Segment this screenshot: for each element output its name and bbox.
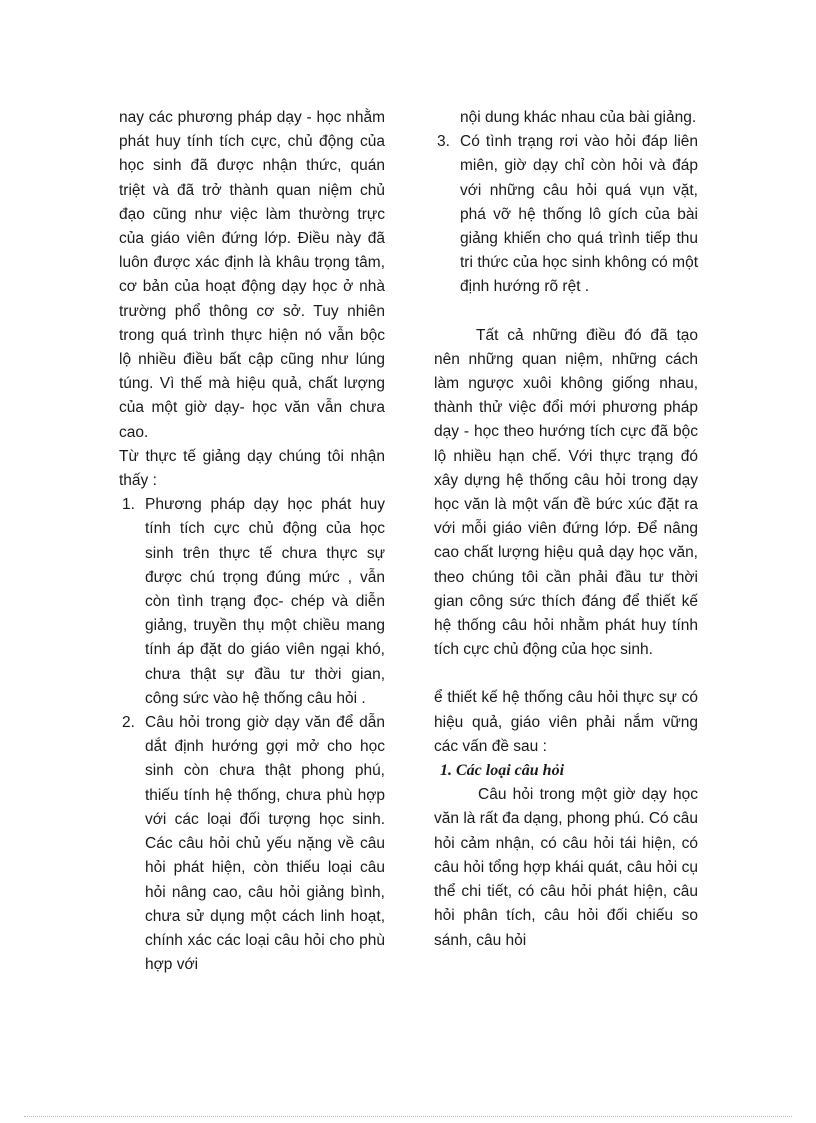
body-paragraph: ể thiết kế hệ thống câu hỏi thực sự có hiệu quả, giáo viên phải nắm vững các vấn đề sau : <box>434 689 698 755</box>
right-column <box>434 106 698 953</box>
continuation-text: nội dung khác nhau của bài giảng. <box>460 109 697 126</box>
section-heading: 1. Các loại câu hỏi <box>440 762 565 780</box>
list-item <box>119 493 385 711</box>
lead-paragraph: Từ thực tế giảng dạy chúng tôi nhận thấy : <box>119 447 385 490</box>
list-item-text: Có tình trạng rơi vào hỏi đáp liên miên, giờ dạy chỉ còn hỏi và đáp với những câu hỏi quá vụn vặt, phá vỡ hệ thống lô gích của bài giảng khiến cho quá trình tiếp thu tri thức của học sinh không có một định hướng rõ rệt . <box>460 133 698 296</box>
list-item-number: 2. <box>122 714 135 732</box>
intro-paragraph: nay các phương pháp dạy - học nhằm phát huy tính tích cực, chủ động của học sinh đã được nhận thức, quán triệt và đã trở thành quan niệm chủ đạo cũng như việc làm thường trực của giáo viên đứng lớp. Điều này đã luôn được xác định là khâu trọng tâm, cơ bản của hoạt động dạy học ở nhà trường phổ thông cơ sở. Tuy nhiên trong quá trình thực hiện nó vẫn bộc lộ nhiều điều bất cập cũng như lúng túng. Vì thế mà hiệu quả, chất lượng của một giờ dạy- học văn vẫn chưa cao. <box>119 109 385 441</box>
paragraph-gap <box>434 300 698 324</box>
body-paragraph: Câu hỏi trong một giờ dạy học văn là rất đa dạng, phong phú. Có câu hỏi cảm nhận, có câu hỏi tái hiện, có câu hỏi tổng hợp khái quát, câu hỏi cụ thể chi tiết, có câu hỏi phát hiện, câu hỏi phân tích, câu hỏi đối chiếu so sánh, câu hỏi <box>434 786 698 949</box>
list-item-text: Câu hỏi trong giờ dạy văn để dẫn dắt định hướng gợi mở cho học sinh còn chưa thật phong phú, thiếu tính hệ thống, chưa phù hợp với các loại đối tượng học sinh. Các câu hỏi chủ yếu nặng về câu hỏi phát hiện, còn thiếu loại câu hỏi nâng cao, câu hỏi giảng bình, chưa sử dụng một cách linh hoạt, chính xác các loại câu hỏi cho phù hợp với <box>145 714 385 974</box>
paragraph-gap <box>434 662 698 686</box>
list-item-text: Phương pháp dạy học phát huy tính tích cực chủ động của học sinh trên thực tế chưa thực sự được chú trọng đúng mức , vẫn còn tình trạng đọc- chép và diễn giảng, truyền thụ một chiều mang tính áp đặt do giáo viên ngại khó, chưa thật sự đầu tư thời gian, công sức vào hệ thống câu hỏi . <box>145 496 385 707</box>
numbered-list <box>119 493 385 977</box>
list-item-number: 3. <box>437 133 450 151</box>
list-item-number: 1. <box>122 496 135 514</box>
list-item <box>119 711 385 977</box>
page-bottom-divider <box>24 1116 792 1117</box>
body-paragraph: Tất cả những điều đó đã tạo nên những quan niệm, những cách làm ngược xuôi không giống nhau, thành thử việc đổi mới phương pháp dạy - học theo hướng tích cực đã bộc lộ nhiều hạn chế. Với thực trạng đó xây dựng hệ thống câu hỏi trong dạy học văn là một vấn đề bức xúc đặt ra với mỗi giáo viên đứng lớp. Để nâng cao chất lượng hiệu quả dạy học văn, theo chúng tôi cần phải đầu tư thời gian công sức thích đáng để thiết kế hệ thống câu hỏi nhằm phát huy tính tích cực chủ động của học sinh. <box>434 326 698 659</box>
list-item <box>434 130 698 299</box>
left-column <box>119 106 385 977</box>
